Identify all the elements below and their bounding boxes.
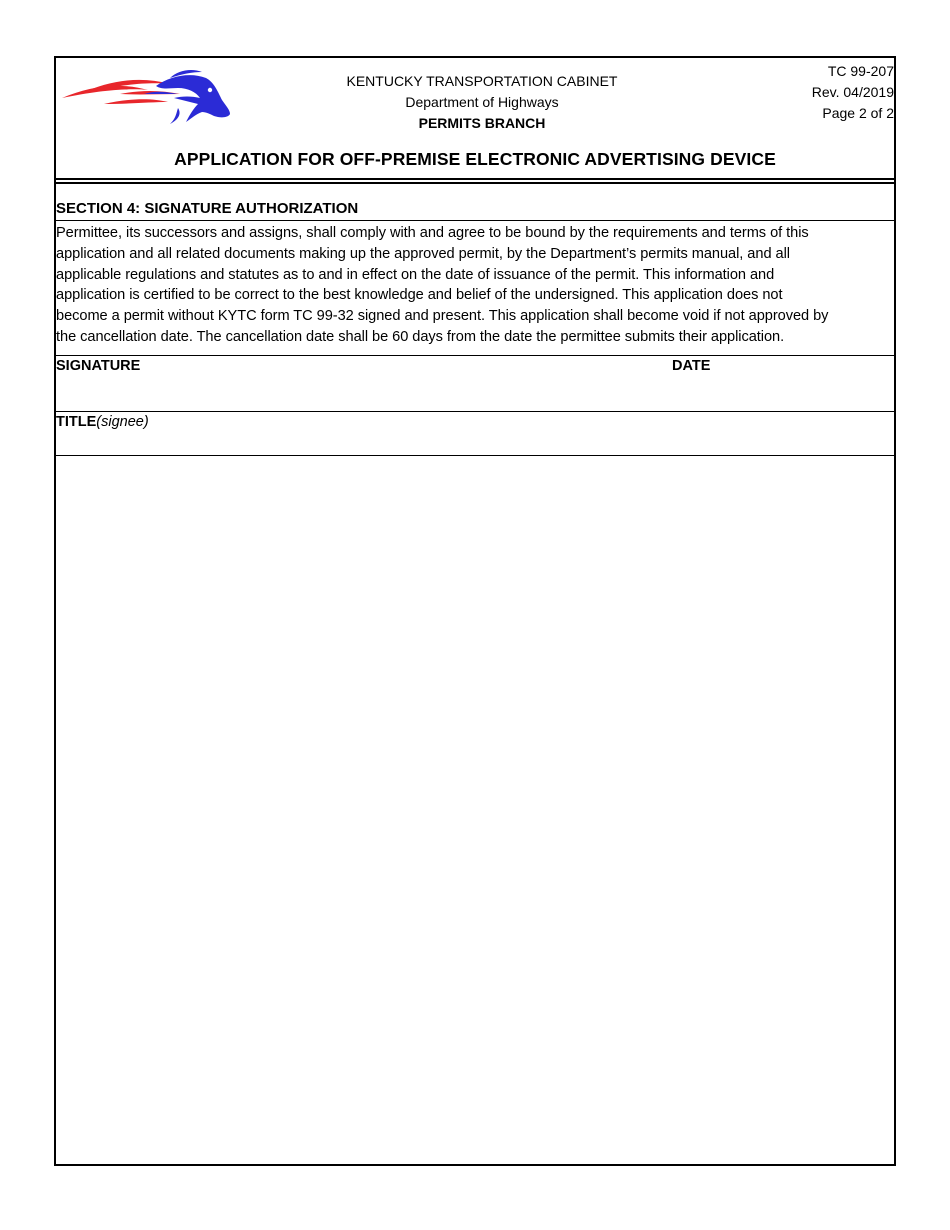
title-hint: (signee) (96, 414, 149, 430)
divider (56, 455, 894, 456)
authorization-line: become a permit without KYTC form TC 99-32 signed and present. This application shall become void if not approved by (56, 308, 829, 325)
form-title: APPLICATION FOR OFF-PREMISE ELECTRONIC ADVERTISING DEVICE (174, 149, 776, 169)
branch-name: PERMITS BRANCH (418, 115, 546, 131)
authorization-text (56, 223, 892, 348)
authorization-line: Permittee, its successors and assigns, shall comply with and agree to be bound by the requirements and terms of this (56, 225, 809, 241)
date-field[interactable] (672, 357, 710, 375)
divider (56, 355, 894, 356)
form-page (54, 56, 896, 1166)
title-label: TITLE (56, 414, 97, 430)
kytc-horse-logo (60, 68, 232, 126)
authorization-line: the cancellation date. The cancellation date shall be 60 days from the date the permittee submits their application. (56, 328, 785, 345)
authorization-line: applicable regulations and statutes as to and in effect on the date of issuance of the permit. This information and (56, 266, 775, 283)
header-divider (56, 182, 894, 184)
divider (56, 411, 894, 412)
page-number: Page 2 of 2 (822, 105, 894, 121)
form-header (56, 58, 894, 180)
title-field[interactable] (56, 413, 149, 431)
date-label: DATE (672, 358, 711, 374)
department-name: Department of Highways (405, 94, 559, 110)
form-revision: Rev. 04/2019 (811, 84, 894, 100)
agency-name: KENTUCKY TRANSPORTATION CABINET (346, 73, 618, 89)
authorization-line: application is certified to be correct to the best knowledge and belief of the undersigned. This application does not (56, 287, 783, 304)
authorization-line: application and all related documents making up the approved permit, by the Department’s permits manual, and all (56, 245, 790, 262)
form-number: TC 99-207 (827, 63, 894, 79)
agency-block (286, 71, 678, 134)
signature-field[interactable] (56, 357, 140, 375)
signature-label: SIGNATURE (56, 358, 141, 374)
section-title: SECTION 4: SIGNATURE AUTHORIZATION (56, 198, 894, 221)
form-id-block (754, 61, 894, 124)
